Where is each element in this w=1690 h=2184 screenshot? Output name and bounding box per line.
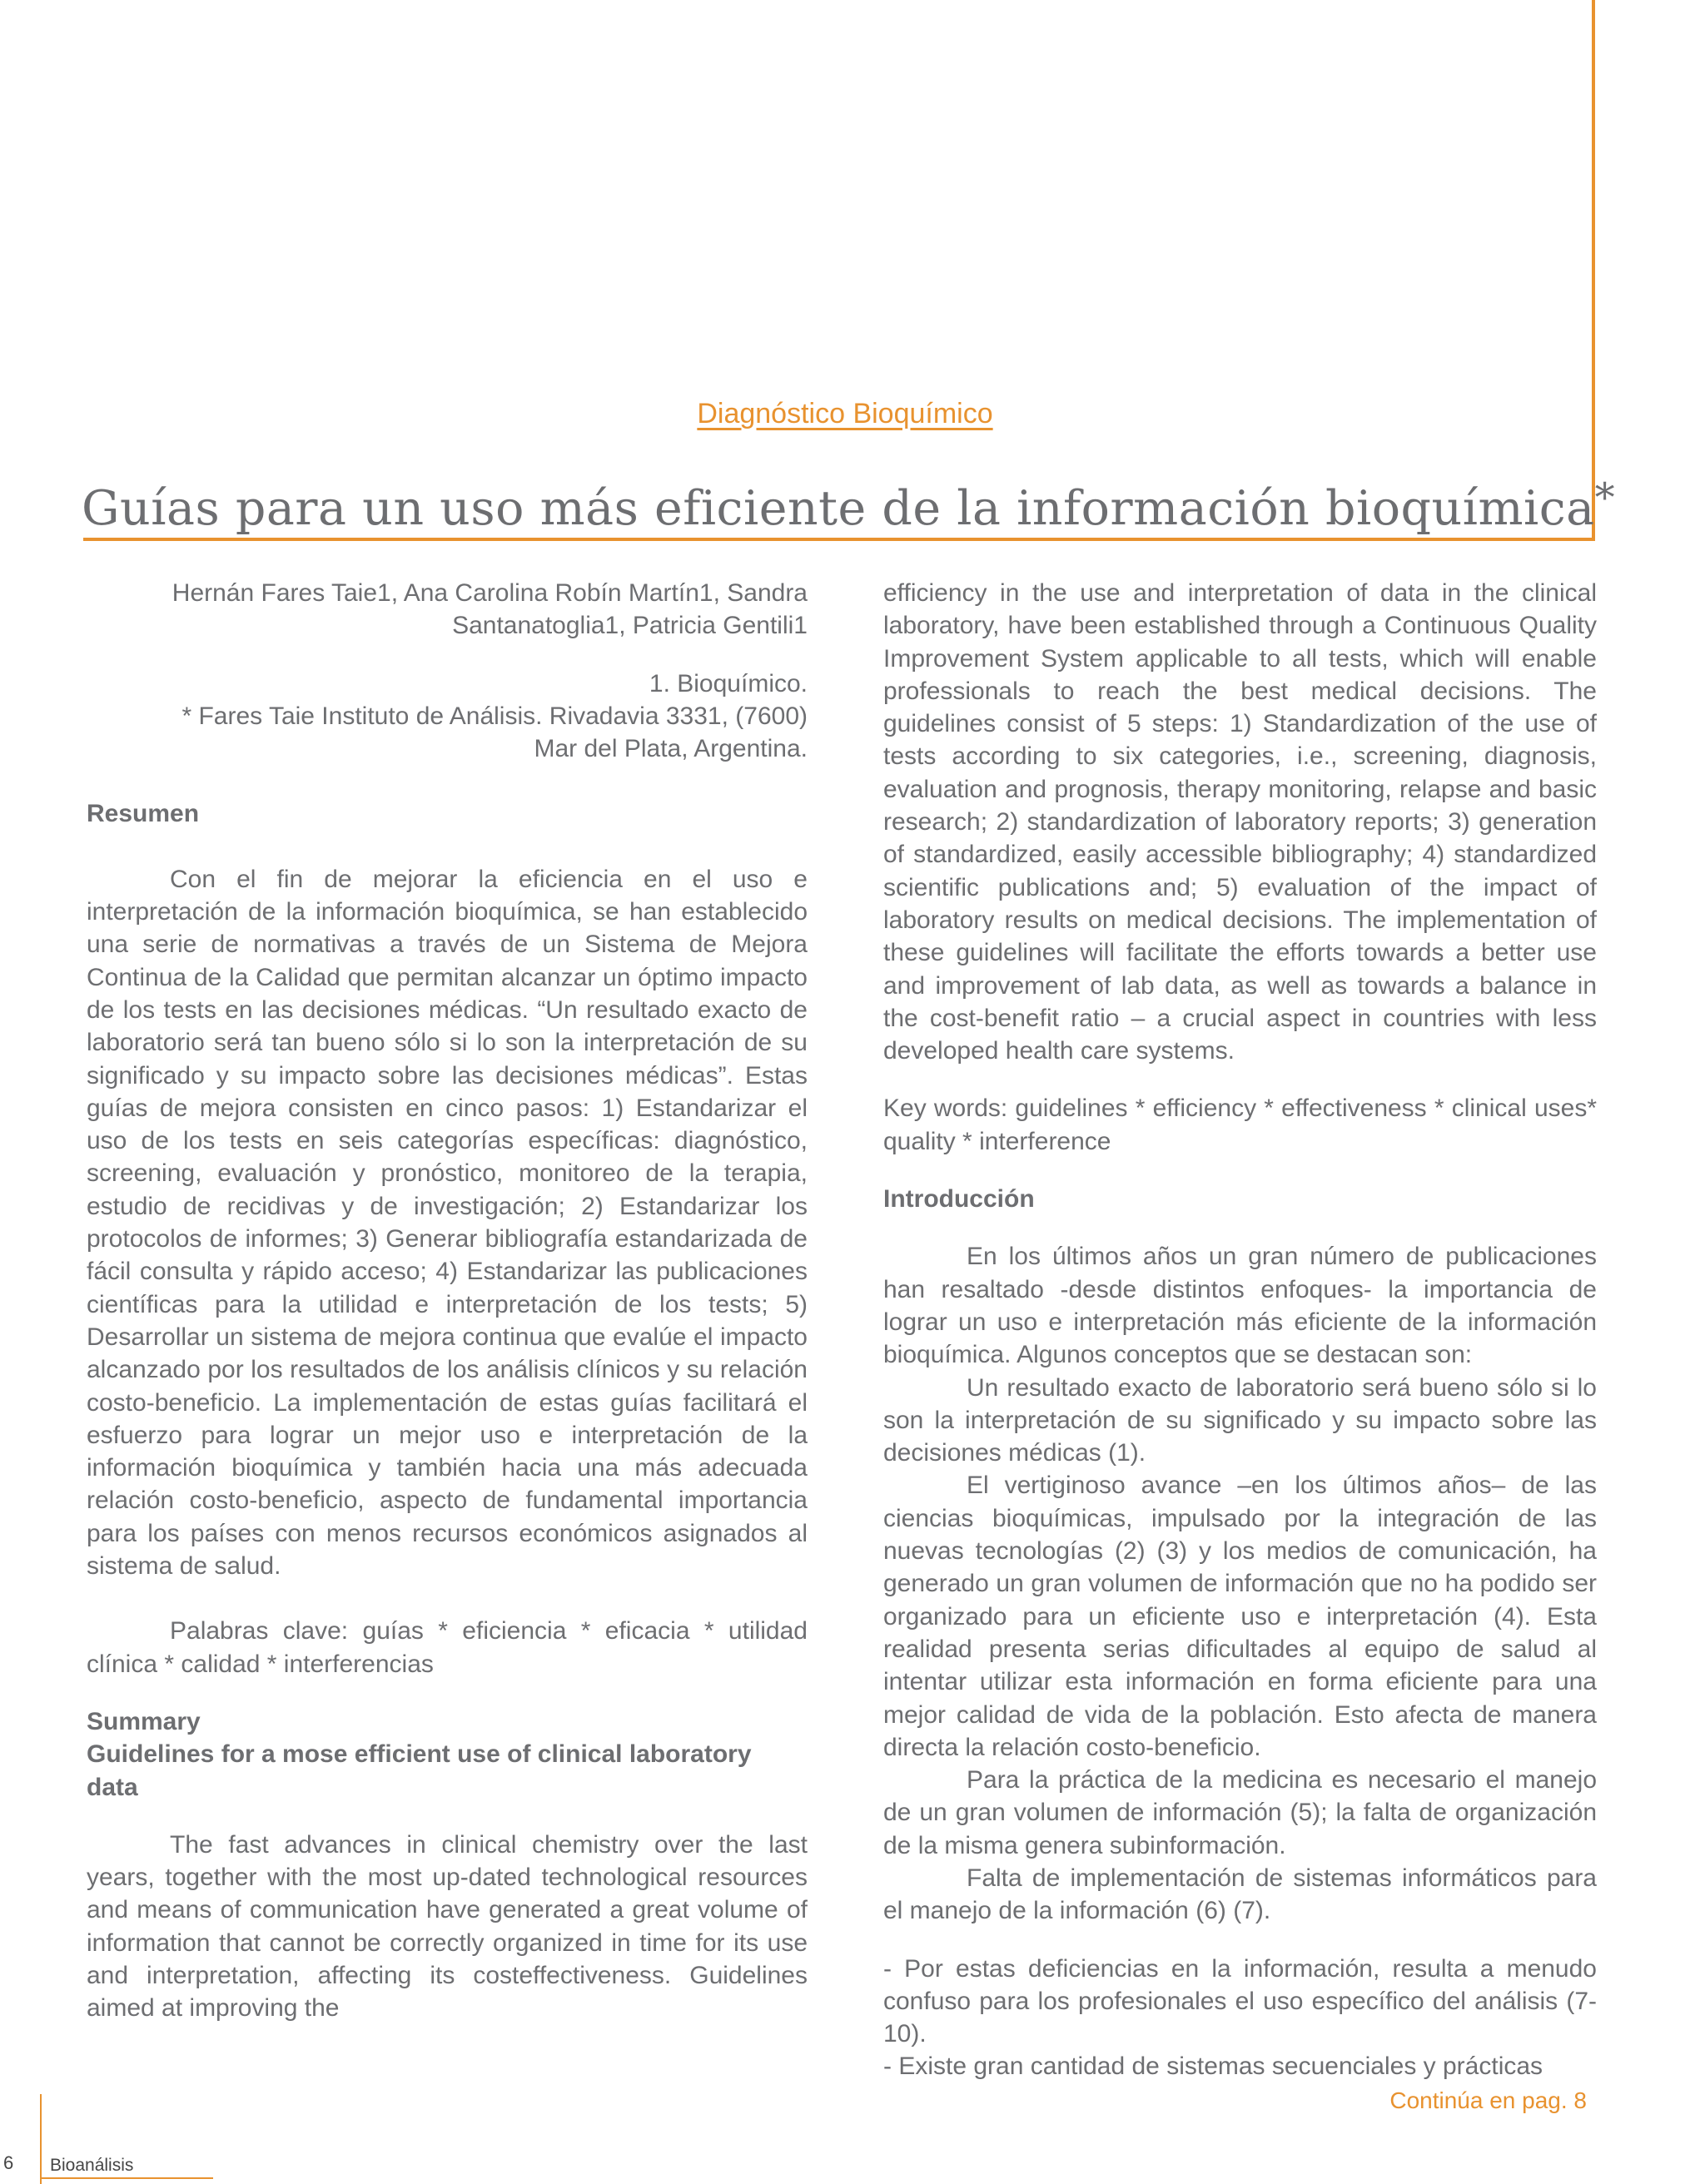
title-text: Guías para un uso más eficiente de la información bioquímica — [82, 481, 1595, 536]
footer-line-vertical — [40, 2094, 42, 2184]
footer-line-horizontal — [40, 2177, 213, 2179]
resumen-heading: Resumen — [87, 800, 200, 828]
intro-paragraph-1: En los últimos años un gran número de publicaciones han resaltado -desde distintos enfoques- la importancia de lograr un uso e interpretación más eficiente de la información bioquímica. Algunos conceptos que se destacan son: — [883, 1243, 1597, 1369]
frame-line-right — [1592, 0, 1595, 539]
summary-body-start: The fast advances in clinical chemistry over the last years, together with the most up-dated technological resources and means of communication have generated a great volume of information that cannot be correctly organized in time for its use and interpretation, affecting its costeffectiveness. Guidelines aimed at improving the — [87, 1830, 808, 2023]
journal-name: Bioanálisis — [50, 2156, 134, 2175]
authors-line-1: Hernán Fares Taie1, Ana Carolina Robín Martín1, Sandra — [171, 579, 808, 607]
title-asterisk: * — [1594, 474, 1616, 521]
title-rule — [83, 538, 1595, 541]
page-number: 6 — [3, 2152, 14, 2173]
resumen-body: Con el fin de mejorar la eficiencia en el uso e interpretación de la información bioquímica, se han establecido una serie de normativas a través de un Sistema de Mejora Continua de la Calidad que permitan alcanzar un óptimo impacto de los tests en las decisiones médicas. “Un resultado exacto de laboratorio será tan bueno sólo si lo son la interpretación de su significado y su impacto sobre las decisiones médicas”. Estas guías de mejora consisten en cinco pasos: 1) Estandarizar el uso de los tests en seis categorías específicas: diagnóstico, screening, evaluación y pronóstico, monitoreo de la terapia, estudio de recidivas y de investigación; 2) Estandarizar los protocolos de informes; 3) Generar bibliografía estandarizada de fácil consulta y rápido acceso; 4) Estandarizar las publicaciones científicas para la utilidad e interpretación de los tests; 5) Desarrollar un sistema de mejora continua que evalúe el impacto alcanzado por los resultados de los análisis clínicos y su relación costo-beneficio. La implementación de estas guías facilitará el esfuerzo para lograr un mejor uso e interpretación de la información bioquímica y también hacia una más adecuada relación costo-beneficio, aspecto de fundamental importancia para los países con menos recursos económicos asignados al sistema de salud. — [87, 865, 808, 1581]
summary-heading: Summary — [87, 1707, 201, 1735]
resumen-keywords: Palabras clave: guías * eficiencia * eficacia * utilidad clínica * calidad * interferencias — [87, 1617, 808, 1678]
continued-link[interactable]: Continúa en pag. 8 — [1389, 2087, 1587, 2113]
authors-line-2: Santanatoglia1, Patricia Gentili1 — [452, 612, 808, 640]
affiliation-1: 1. Bioquímico. — [649, 669, 808, 697]
page-title — [82, 471, 1615, 536]
intro-bullet-2: - Existe gran cantidad de sistemas secuenciales y prácticas — [883, 2052, 1543, 2081]
summary-body-cont: efficiency in the use and interpretation of data in the clinical laboratory, have been established through a Continuous Quality Improvement System applicable to all tests, which will enable professionals to reach the best medical decisions. The guidelines consist of 5 steps: 1) Standardization of the use of tests according to six categories, i.e., screening, diagnosis, evaluation and prognosis, therapy monitoring, relapse and basic research; 2) standardization of laboratory reports; 3) generation of standardized, easily accessible bibliography; 4) standardized scientific publications and; 5) evaluation of the impact of laboratory results on medical decisions. The implementation of these guidelines will facilitate the efforts towards a better use and improvement of lab data, as well as towards a balance in the cost-benefit ratio – a crucial aspect in countries with less developed health care systems. — [883, 579, 1597, 1065]
left-column — [87, 577, 808, 2025]
right-column — [883, 577, 1597, 2083]
intro-paragraph-2: Un resultado exacto de laboratorio será bueno sólo si lo son la interpretación de su significado y su impacto sobre las decisiones médicas (1). — [883, 1373, 1597, 1467]
intro-bullet-1: - Por estas deficiencias en la información, resulta a menudo confuso para los profesionales el uso específico del análisis (7-10). — [883, 1954, 1597, 2048]
section-tag[interactable]: Diagnóstico Bioquímico — [697, 398, 993, 429]
intro-paragraph-3: El vertiginoso avance –en los últimos años– de las ciencias bioquímicas, impulsado por la integración de las nuevas tecnologías (2) (3) y los medios de comunicación, ha generado un gran volumen de información que no ha podido ser organizado para un eficiente uso e interpretación (4). Esta realidad presenta serias dificultades al equipo de salud al intentar utilizar esta información en forma eficiente para una mejor calidad de vida de la población. Esto afecta de manera directa la relación costo-beneficio. — [883, 1472, 1597, 1761]
affiliation-3: Mar del Plata, Argentina. — [534, 735, 808, 763]
summary-keywords: Key words: guidelines * efficiency * effectiveness * clinical uses* quality * interference — [883, 1094, 1597, 1155]
affiliation-2: * Fares Taie Instituto de Análisis. Rivadavia 3331, (7600) — [181, 702, 808, 730]
summary-subheading: Guidelines for a mose efficient use of clinical laboratory data — [87, 1740, 752, 1801]
intro-heading: Introducción — [883, 1185, 1035, 1214]
intro-paragraph-4: Para la práctica de la medicina es necesario el manejo de un gran volumen de información (5); la falta de organización de la misma genera subinformación. — [883, 1766, 1597, 1859]
intro-paragraph-5: Falta de implementación de sistemas informáticos para el manejo de la información (6) (7). — [883, 1864, 1597, 1925]
